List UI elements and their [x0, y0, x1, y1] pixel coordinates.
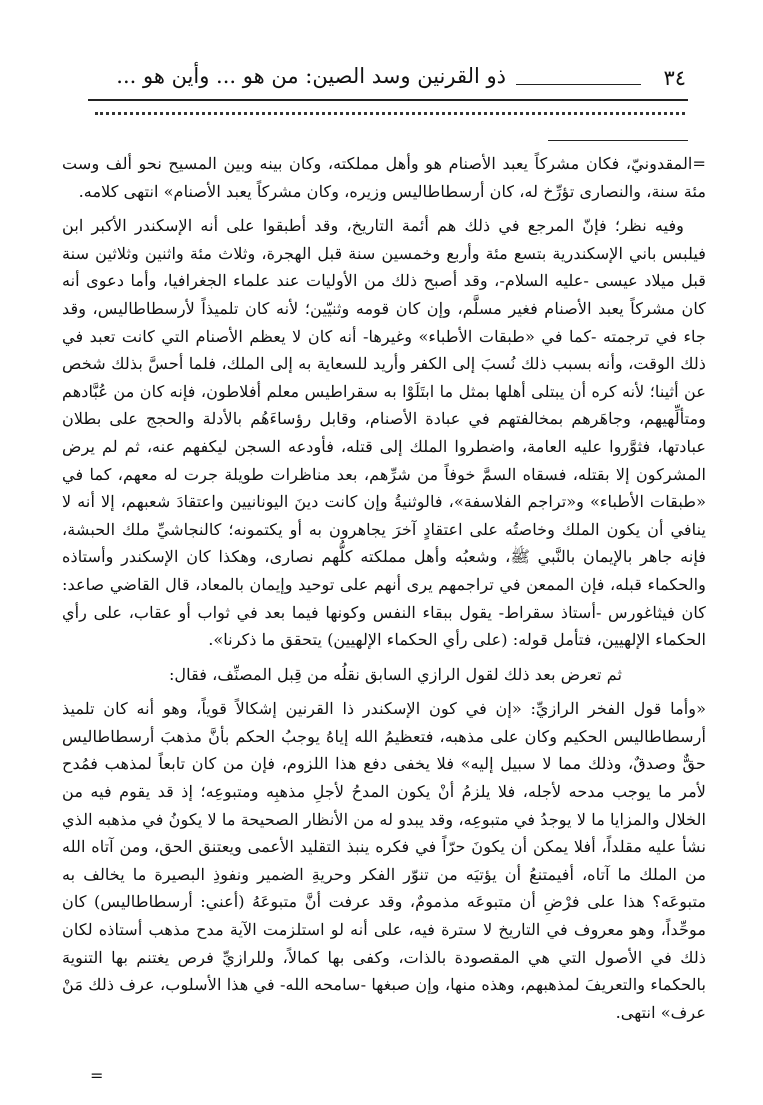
- continuation-mark: =: [90, 1066, 104, 1085]
- page-number: ٣٤: [663, 66, 686, 90]
- paragraph-4: «وأما قول الفخر الرازيِّ: «إن في كون الإسكندر ذا القرنين إشكالاً قوياً، وهو أنه كان تلميذ أرسطاطاليس الحكيم وكان على مذهبه، فتعظيمُ الله إياهُ يوجبُ الحكم بأنَّ مذهبَ أرسطاطاليس حقٌّ وصدقٌ، وذلك مما لا سبيل إليه» فلا يخفى دفع هذا اللزوم، فإن من كان تابعاً لمذهب فمُدح لأمر ما يوجب مدحه لأجله، فلا يلزمُ أنْ يكون المدحُ لأجلِ مذهبِه ومتبوعِه؛ إذ قد يقوم فيه من الخلال والمزايا ما لا يوجدُ في متبوعِه، وقد يبدو له من الأنظار الصحيحة ما لا يكونُ في مذهبه الذي نشأ عليه مقلداً، أفلا يمكن أن يكونَ حرّاً في فكره ينبذ التقليد الأعمى ويعتنق الحق، ومن آتاه الله من الملك ما آتاه، أفيمتنعُ أن يؤتيَه من تنوّر الفكر وحريةِ الضمير ونفوذِ البصيرة ما يخالف به متبوعَه؟ هذا على فرْضِ أن متبوعَه مذمومٌ، وقد عرفت أنَّ متبوعَهُ (أعني: أرسطاطاليس) كان موحِّداً، وهو معروف في التاريخ لا سترة فيه، على أنه لو استلزمت الآية مدح مذهب أستاذه لكان ذلك في الأصول التي هي المقصودة بالذات، وكفى بها كمالاً، وللرازيِّ فرص يغتنم بها التنويهَ بالحكماء والتعريفَ لمذهبهم، وهذه منها، وإن صبغها -سامحه الله- في هذا الأسلوب، عرف ذلك مَنْ عرف» انتهى.: [62, 699, 706, 1022]
- paragraph-1: =المقدونيّ، فكان مشركاً يعبد الأصنام هو وأهل مملكته، وكان بينه وبين المسيح نحو ألف وست مئة سنة، والنصارى تؤرِّخ له، كان أرسطاطاليس وزيره، وكان مشركاً يعبد الأصنام» انتهى كلامه.: [62, 154, 706, 201]
- dotted-rule: [95, 112, 685, 115]
- body-text: [62, 150, 706, 1026]
- running-header-title: ذو القرنين وسد الصين: من هو ... وأين هو ...: [116, 64, 506, 88]
- paragraph-2: وفيه نظر؛ فإنّ المرجع في ذلك هم أئمة التاريخ، وقد أطبقوا على أنه الإسكندر الأكبر ابن فيلبس باني الإسكندرية بتسع مئة وأربع وخمسين سنة قبل الهجرة، وثلاث مئة واثنين وثلاثين سنة قبل ميلاد عيسى -عليه السلام-، وقد أصبح ذلك من الأوليات عند علماء الجغرافيا، وأما دعوى أنه كان مشركاً يعبد الأصنام فغير مسلَّم، وإن كان قومه وثنيّين؛ لأنه كان تلميذاً لأرسطاطاليس، وقد جاء في ترجمته -كما في «طبقات الأطباء» وغيرها- أنه كان لا يعظم الأصنام التي كانت تعبد في ذلك الوقت، وأنه بسبب ذلك نُسبَ إلى الكفر وأريد للسعاية به إلى الملك، فلما أحسَّ بذلك شخص عن أثينا؛ لأنه كره أن يبتلى أهلها بمثل ما ابتَلَوْا به سقراطيس معلم أفلاطون، فإنه كان من عُبَّادهم ومتألِّهيهم، وجاهَرهم بمخالفتهم في عبادة الأصنام، وقابل رؤساءَهُم بالأدلة والحجج على بطلان عبادتها، فثوَّروا عليه العامة، واضطروا الملك إلى قتله، فأودعه السجن ليكفهم عنه، ثم لم يرض المشركون إلا بقتله، فسقاه السمَّ خوفاً من شرِّهم، بعد مناظرات طويلة جرت له معهم، كما في «طبقات الأطباء» و«تراجم الفلاسفة»، فالوثنيةُ وإن كانت دينَ اليونانيين واعتقادَ شعبهم، إلا أنه لا ينافي أن يكون الملك وخاصتُه على اعتقادٍ آخرَ يجاهرون به أو يكتمونه؛ كالنجاشيِّ ملك الحبشة، فإنه جاهر بالإيمان بالنَّبي ﷺ، وشعبُه وأهل مملكته كلُّهم نصارى، وهكذا كان الإسكندر وأستاذه والحكماء قبله، فإن الممعن في تراجمهم يرى أنهم على توحيد وإيمان بالمعاد، قال القاضي صاعد: كان فيثاغورس -أستاذ سقراط- يقول ببقاء النفس وكونها فيما بعد في ثواب أو عقاب، على رأي الحكماء الإلهيين، فتأمل قوله: (على رأي الحكماء الإلهيين) يتحقق ما ذكرنا».: [62, 216, 706, 650]
- running-header: [88, 62, 686, 102]
- header-line: [516, 84, 641, 85]
- header-rule: [88, 99, 688, 101]
- footnote-rule: [548, 140, 688, 141]
- paragraph-3: ثم تعرض بعد ذلك لقول الرازي السابق نقلُه من قِبل المصنِّف، فقال:: [168, 664, 622, 684]
